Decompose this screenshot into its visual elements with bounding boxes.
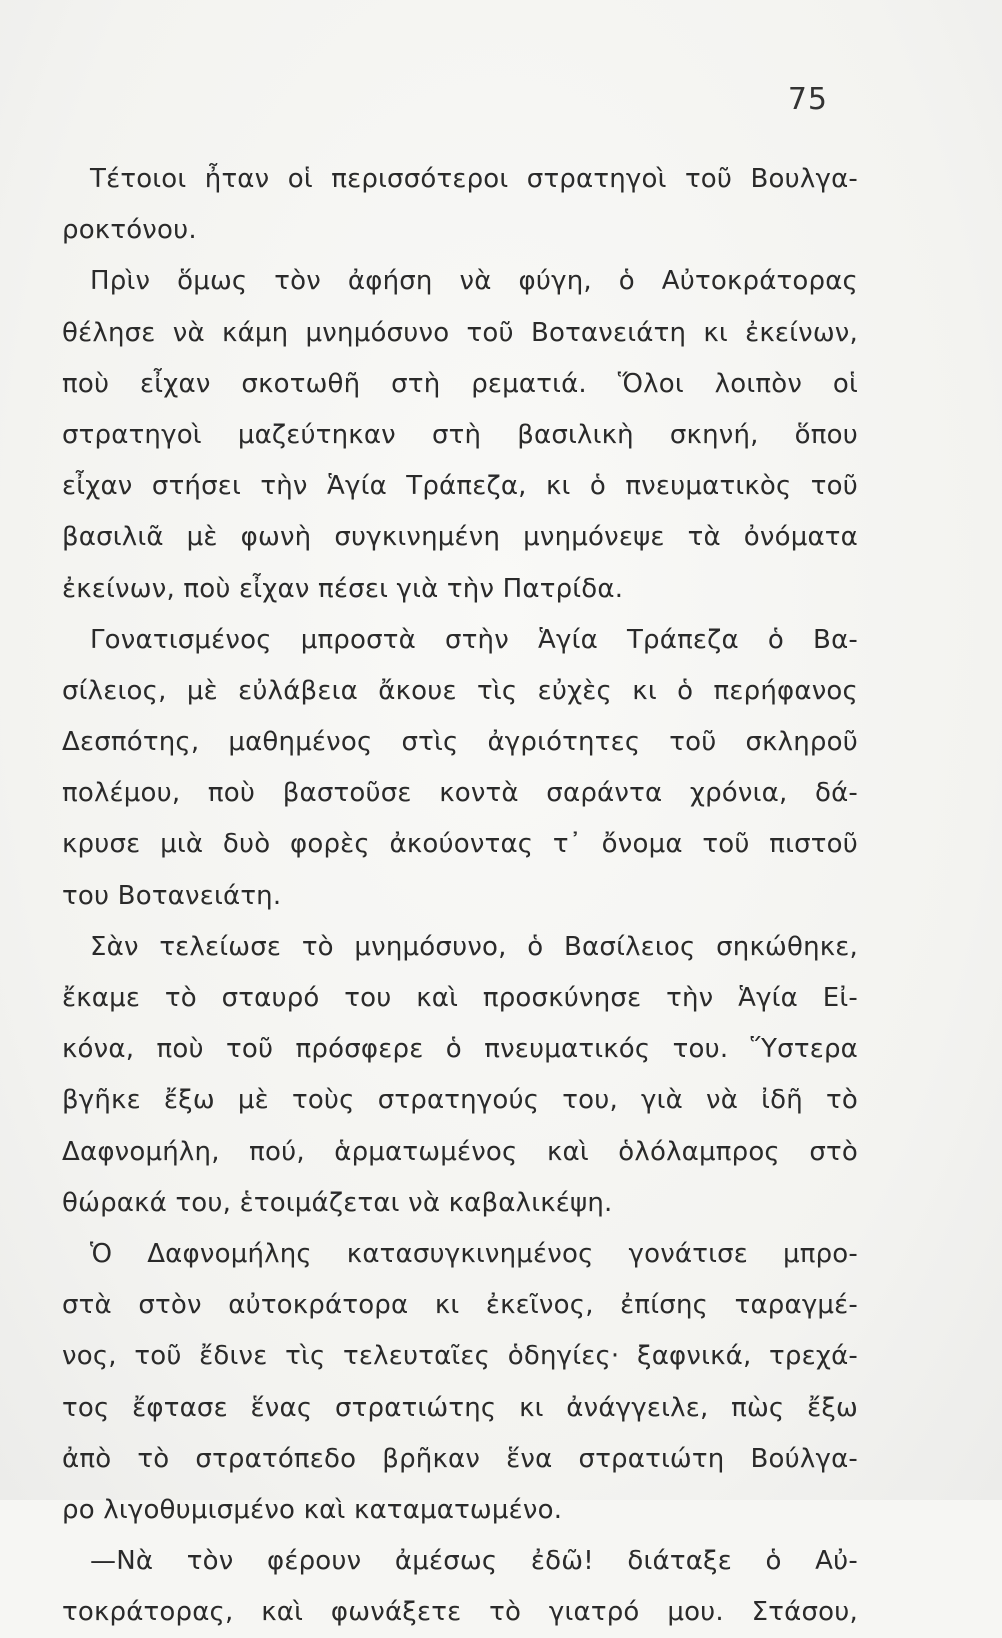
text-line: Σὰν τελείωσε τὸ μνημόσυνο, ὁ Βασίλειος σηκώθηκε, bbox=[90, 931, 858, 962]
text-line: κρυσε μιὰ δυὸ φορὲς ἀκούοντας τ᾿ ὄνομα τοῦ πιστοῦ bbox=[62, 829, 858, 860]
text-line: ἐκείνων, ποὺ εἶχαν πέσει γιὰ τὴν Πατρίδα. bbox=[62, 573, 624, 604]
text-line: τος ἔφτασε ἕνας στρατιώτης κι ἀνάγγειλε, πὼς ἔξω bbox=[62, 1392, 858, 1423]
text-line: στρατηγοὶ μαζεύτηκαν στὴ βασιλικὴ σκηνή, ὅπου bbox=[62, 419, 858, 450]
text-line: θώρακά του, ἑτοιμάζεται νὰ καβαλικέψη. bbox=[62, 1187, 613, 1218]
text-line: βασιλιᾶ μὲ φωνὴ συγκινημένη μνημόνεψε τὰ ὀνόματα bbox=[62, 522, 858, 553]
text-line: εἶχαν στήσει τὴν Ἁγία Τράπεζα, κι ὁ πνευματικὸς τοῦ bbox=[62, 471, 858, 502]
body-text bbox=[62, 154, 858, 1638]
text-line: Πρὶν ὅμως τὸν ἀφήση νὰ φύγη, ὁ Αὐτοκράτορας bbox=[90, 266, 858, 297]
text-line: κόνα, ποὺ τοῦ πρόσφερε ὁ πνευματικός του. Ὕστερα bbox=[62, 1034, 858, 1065]
text-line: νος, τοῦ ἔδινε τὶς τελευταῖες ὁδηγίες· ξαφνικά, τρεχά- bbox=[62, 1341, 858, 1372]
text-line: Τέτοιοι ἦταν οἱ περισσότεροι στρατηγοὶ τοῦ Βουλγα- bbox=[90, 164, 858, 194]
text-line: βγῆκε ἔξω μὲ τοὺς στρατηγούς του, γιὰ νὰ ἰδῆ τὸ bbox=[62, 1085, 858, 1116]
text-line: θέλησε νὰ κάμη μνημόσυνο τοῦ Βοτανειάτη κι ἐκείνων, bbox=[62, 317, 858, 348]
text-line: Ὁ Δαφνομήλης κατασυγκινημένος γονάτισε μπρο- bbox=[90, 1238, 858, 1269]
text-line: του Βοτανειάτη. bbox=[62, 880, 282, 911]
text-line: Δεσπότης, μαθημένος στὶς ἀγριότητες τοῦ σκληροῦ bbox=[62, 727, 858, 758]
text-line: τοκράτορας, καὶ φωνάξετε τὸ γιατρό μου. Στάσου, bbox=[62, 1597, 858, 1628]
text-line: ποὺ εἶχαν σκοτωθῆ στὴ ρεματιά. Ὅλοι λοιπὸν οἱ bbox=[62, 368, 858, 399]
text-line: Δαφνομήλη, πού, ἁρματωμένος καὶ ὁλόλαμπρος στὸ bbox=[62, 1136, 858, 1167]
text-line: ροκτόνου. bbox=[62, 215, 197, 246]
text-line: Γονατισμένος μπροστὰ στὴν Ἁγία Τράπεζα ὁ Βα- bbox=[90, 624, 858, 655]
text-line: στὰ στὸν αὐτοκράτορα κι ἐκεῖνος, ἐπίσης ταραγμέ- bbox=[62, 1290, 858, 1321]
text-line: ἔκαμε τὸ σταυρό του καὶ προσκύνησε τὴν Ἁγία Εἰ- bbox=[62, 983, 858, 1013]
text-line: σίλειος, μὲ εὐλάβεια ἄκουε τὶς εὐχὲς κι ὁ περήφανος bbox=[62, 675, 858, 706]
page-number: 75 bbox=[787, 82, 828, 117]
text-line: ἀπὸ τὸ στρατόπεδο βρῆκαν ἕνα στρατιώτη Βούλγα- bbox=[62, 1443, 858, 1474]
text-line: πολέμου, ποὺ βαστοῦσε κοντὰ σαράντα χρόνια, δά- bbox=[62, 778, 858, 809]
text-line: —Νὰ τὸν φέρουν ἀμέσως ἐδῶ! διάταξε ὁ Αὐ- bbox=[90, 1546, 858, 1577]
text-line: ρο λιγοθυμισμένο καὶ καταματωμένο. bbox=[62, 1494, 563, 1525]
